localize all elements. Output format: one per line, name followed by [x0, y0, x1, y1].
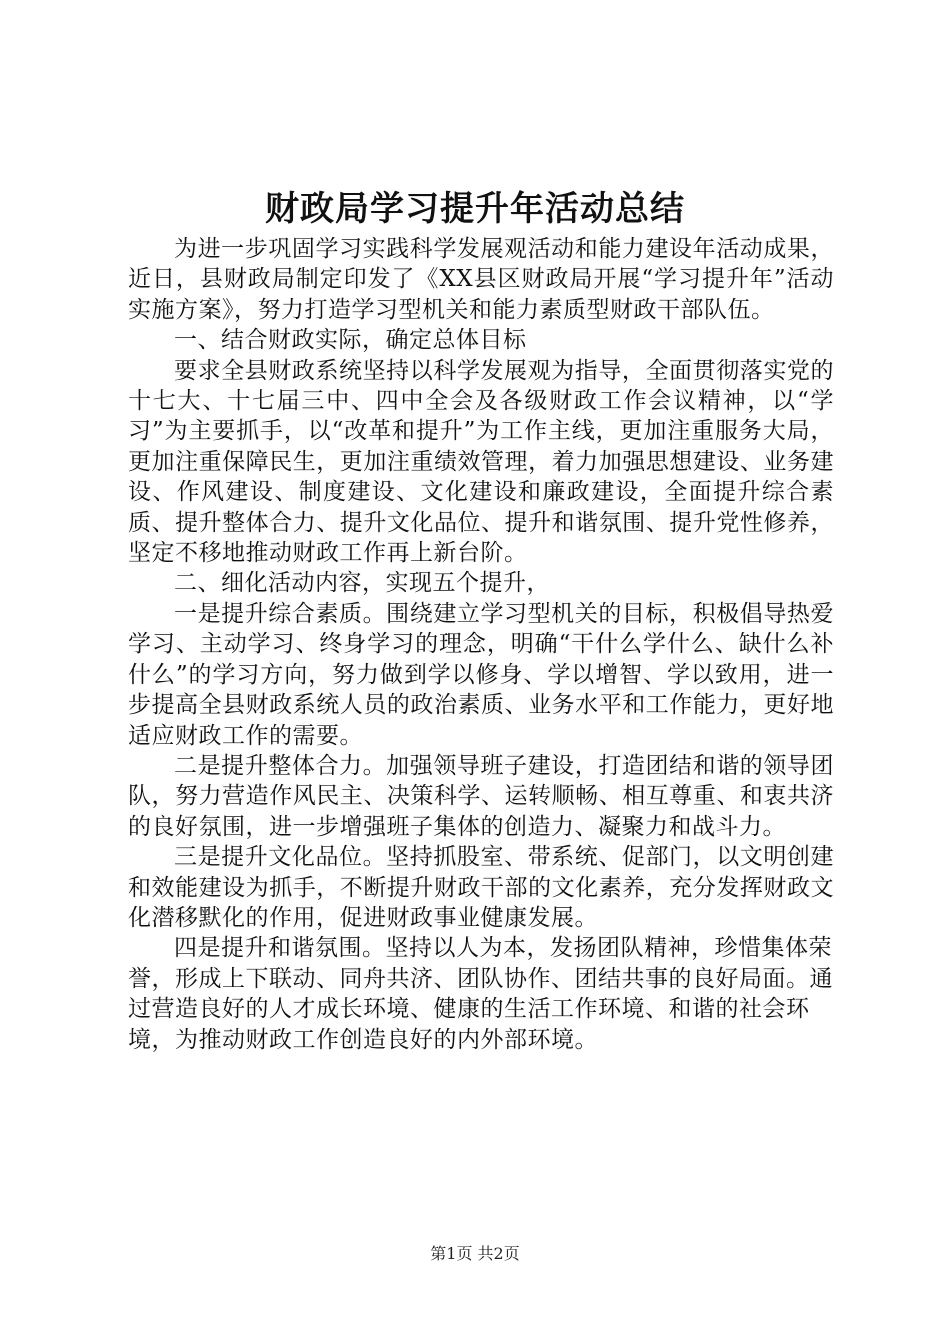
- document-title: 财政局学习提升年活动总结: [265, 189, 685, 229]
- paragraph-item-4: 四是提升和谐氛围。坚持以人为本，发扬团队精神，珍惜集体荣誉，形成上下联动、同舟共济、团队协作、团结共事的良好局面。通过营造良好的人才成长环境、健康的生活工作环境、和谐的社会环境，为推动财政工作创造良好的内外部环境。: [128, 935, 833, 1053]
- document-body: [128, 234, 834, 1055]
- section-heading-1: 一、结合财政实际，确定总体目标: [174, 327, 527, 354]
- paragraph-goals: 要求全县财政系统坚持以科学发展观为指导，全面贯彻落实党的十七大、十七届三中、四中全会及各级财政工作会议精神，以“学习”为主要抓手，以“改革和提升”为工作主线，更加注重服务大局，更加注重保障民生，更加注重绩效管理，着力加强思想建设、业务建设、作风建设、制度建设、文化建设和廉政建设，全面提升综合素质、提升整体合力、提升文化品位、提升和谐氛围、提升党性修养，坚定不移地推动财政工作再上新台阶。: [128, 357, 834, 567]
- paragraph-item-3: 三是提升文化品位。坚持抓股室、带系统、促部门，以文明创建和效能建设为抓手，不断提升财政干部的文化素养，充分发挥财政文化潜移默化的作用，促进财政事业健康发展。: [128, 844, 834, 931]
- paragraph-item-1: 一是提升综合素质。围绕建立学习型机关的目标，积极倡导热爱学习、主动学习、终身学习的理念，明确“干什么学什么、缺什么补什么”的学习方向，努力做到学以修身、学以增智、学以致用，进一步提高全县财政系统人员的政治素质、业务水平和工作能力，更好地适应财政工作的需要。: [128, 600, 834, 749]
- section-heading-2: 二、细化活动内容，实现五个提升，: [174, 570, 550, 597]
- paragraph-item-2: 二是提升整体合力。加强领导班子建设，打造团结和谐的领导团队，努力营造作风民主、决策科学、运转顺畅、相互尊重、和衷共济的良好氛围，进一步增强班子集体的创造力、凝聚力和战斗力。: [128, 752, 834, 840]
- paragraph-intro: 为进一步巩固学习实践科学发展观活动和能力建设年活动成果，近日，县财政局制定印发了《XX县区财政局开展“学习提升年”活动实施方案》，努力打造学习型机关和能力素质型财政干部队伍。: [128, 236, 834, 323]
- page-number-footer: 第1页 共2页: [430, 1244, 520, 1263]
